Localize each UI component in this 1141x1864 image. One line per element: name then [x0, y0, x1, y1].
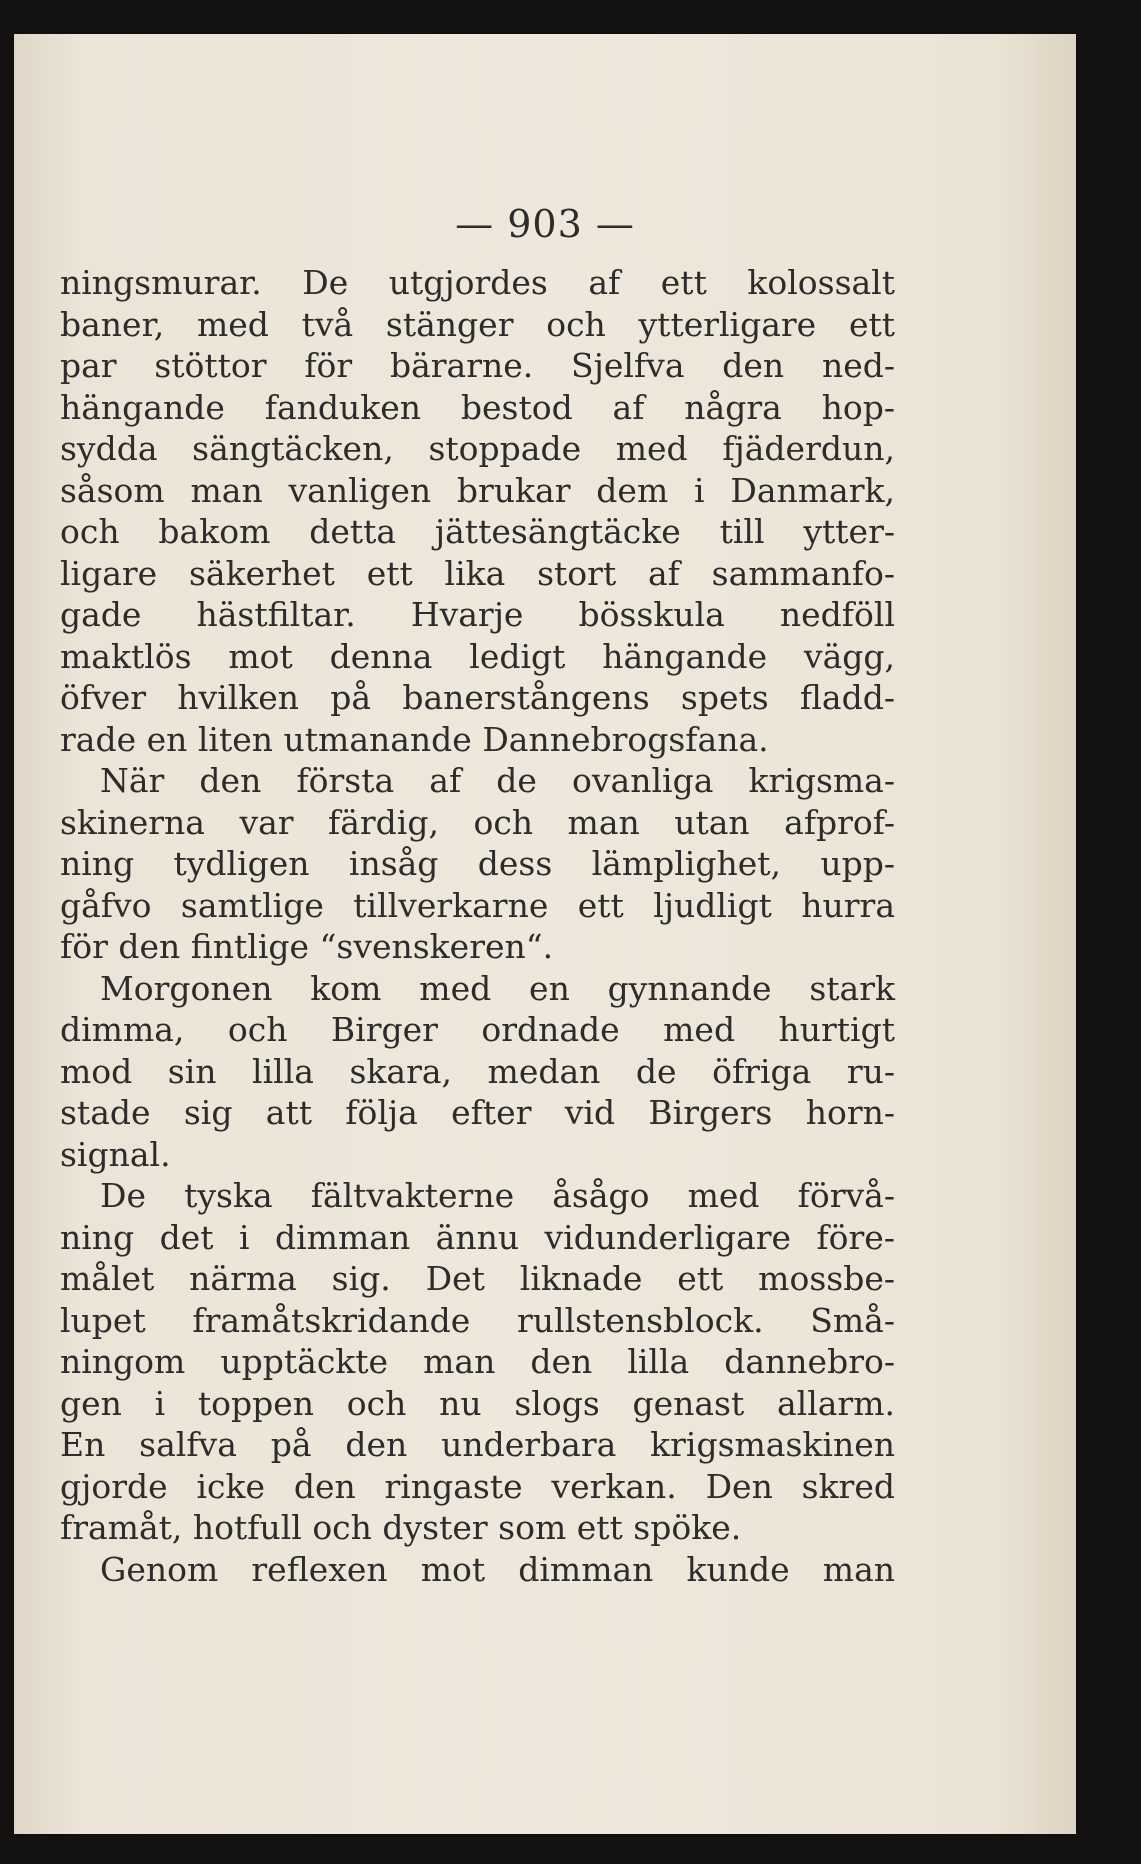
text-line: rade en liten utmanande Dannebrogsfana. — [60, 719, 769, 759]
text-line: sydda sängtäcken, stoppade med fjäderdun, — [60, 429, 895, 468]
text-line: dimma, och Birger ordnade med hurtigt — [60, 1010, 895, 1049]
text-line: par stöttor för bärarne. Sjelfva den ned- — [60, 346, 895, 385]
text-line: mod sin lilla skara, medan de öfriga ru- — [60, 1051, 895, 1091]
text-line: och bakom detta jättesängtäcke till ytter- — [60, 512, 895, 551]
text-line: maktlös mot denna ledigt hängande vägg, — [60, 636, 895, 676]
text-line: gåfvo samtlige tillverkarne ett ljudligt hurra — [60, 885, 895, 925]
text-line: målet närma sig. Det liknade ett mossbe- — [60, 1259, 895, 1298]
text-line: ligare säkerhet ett lika stort af sammanfo- — [60, 553, 895, 593]
text-line: De tyska fältvakterne åsågo med förvå- — [100, 1176, 895, 1215]
body-text — [60, 262, 895, 1590]
page-number: — 903 — — [455, 202, 635, 246]
text-line: gjorde icke den ringaste verkan. Den skred — [60, 1466, 895, 1506]
text-line: framåt, hotfull och dyster som ett spöke. — [60, 1508, 742, 1547]
text-line: såsom man vanligen brukar dem i Danmark, — [60, 470, 895, 510]
text-line: Morgonen kom med en gynnande stark — [100, 968, 895, 1008]
text-line: lupet framåtskridande rullstensblock. Små- — [60, 1300, 895, 1340]
text-line: gade hästfiltar. Hvarje bösskula nedföll — [60, 595, 895, 634]
text-line: När den första af de ovanliga krigsma- — [100, 761, 895, 800]
text-line: för den fintlige “svenskeren“. — [60, 927, 554, 966]
text-line: signal. — [60, 1134, 171, 1174]
text-line: ningom upptäckte man den lilla dannebro- — [60, 1342, 895, 1381]
text-line: ningsmurar. De utgjordes af ett kolossalt — [60, 263, 895, 302]
text-line: Genom reflexen mot dimman kunde man — [100, 1549, 895, 1589]
text-line: stade sig att följa efter vid Birgers horn- — [60, 1093, 895, 1132]
book-page — [14, 34, 1076, 1834]
text-line: ning det i dimman ännu vidunderligare före- — [60, 1217, 895, 1257]
text-line: öfver hvilken på banerstångens spets fladd- — [60, 678, 895, 717]
text-line: gen i toppen och nu slogs genast allarm. — [60, 1383, 895, 1423]
text-line: En salfva på den underbara krigsmaskinen — [60, 1425, 895, 1464]
text-line: hängande fanduken bestod af några hop- — [60, 387, 895, 427]
text-line: ning tydligen insåg dess lämplighet, upp- — [60, 844, 895, 883]
text-line: baner, med två stänger och ytterligare ett — [60, 304, 895, 344]
text-line: skinerna var färdig, och man utan afprof- — [60, 802, 895, 842]
